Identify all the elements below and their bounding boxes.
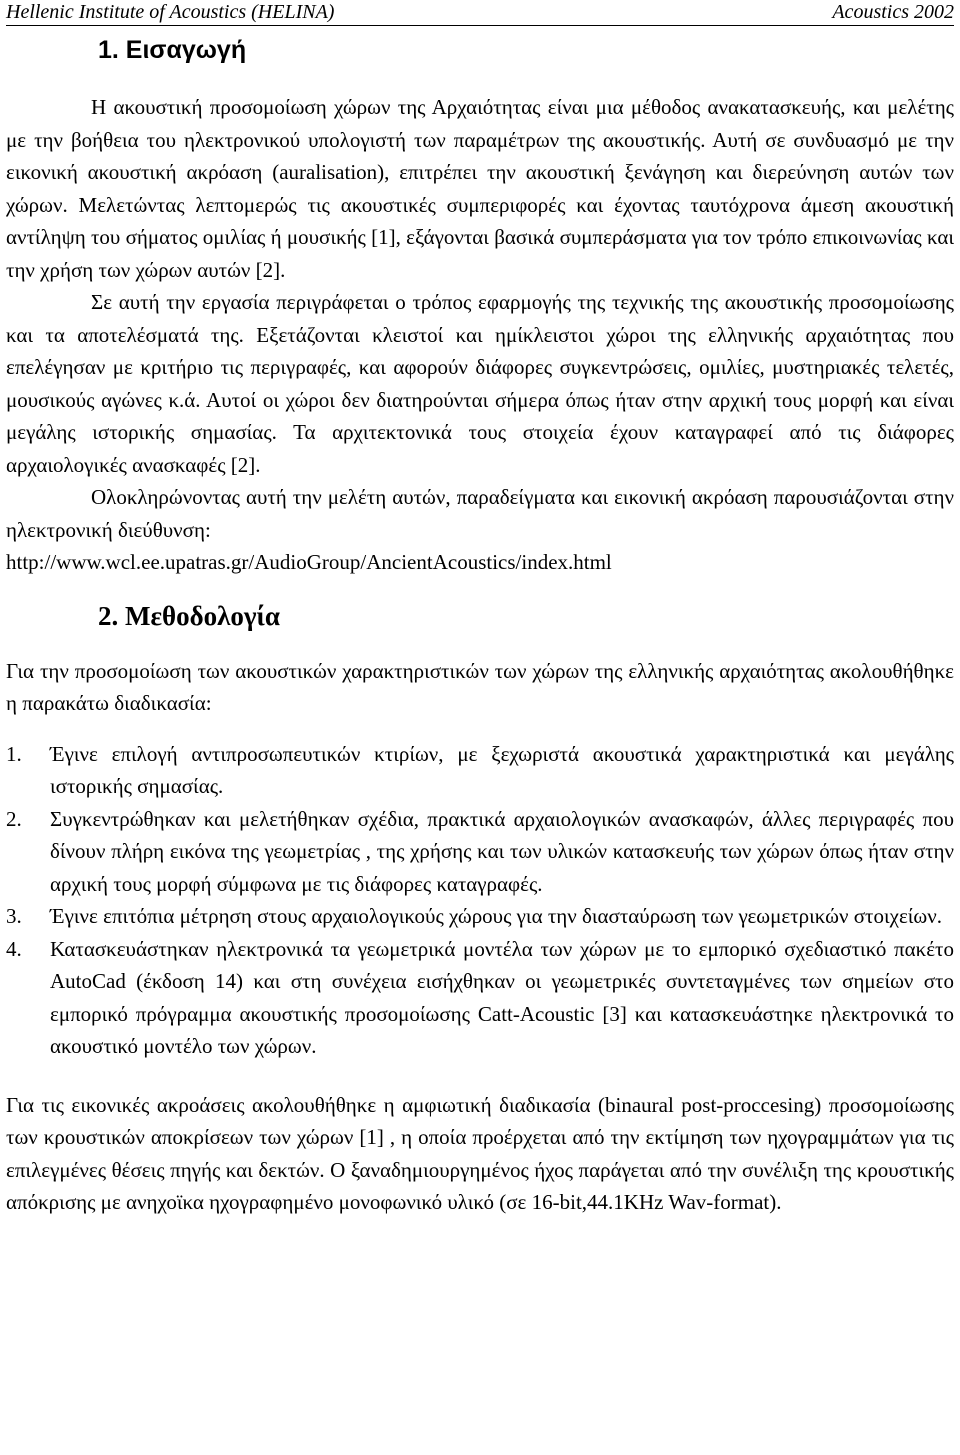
section-1-title: 1. Εισαγωγή: [98, 36, 247, 64]
project-url: http://www.wcl.ee.upatras.gr/AudioGroup/AncientAcoustics/index.html: [6, 550, 612, 574]
list-item-text: Έγινε επιλογή αντιπροσωπευτικών κτιρίων, με ξεχωριστά ακουστικά χαρακτηριστικά και μεγάλης ιστορικής σημασίας.: [50, 741, 954, 798]
list-item: [6, 933, 954, 1063]
list-item-number: 1.: [6, 741, 22, 766]
header-left: Hellenic Institute of Acoustics (HELINA): [6, 1, 335, 23]
list-item-number: 3.: [6, 904, 22, 928]
list-item-text: Έγινε επιτόπια μέτρηση στους αρχαιολογικούς χώρους για την διασταύρωση των γεωμετρικών στοιχείων.: [50, 904, 942, 928]
list-item: [6, 803, 954, 901]
section-1-paragraph-1: Η ακουστική προσομοίωση χώρων της Αρχαιότητας είναι μια μέθοδος ανακατασκευής, και μελέτης με την βοήθεια του ηλεκτρονικού υπολογιστή των παραμέτρων της ακουστικής. Αυτή σε συνδυασμό με την εικονική ακουστική ακρόαση (auralisation), επιτρέπει την ακουστική ξενάγηση και διερεύνηση αυτών των χώρων. Μελετώντας λεπτομερώς τις ακουστικές συμπεριφορές και έχοντας ταυτόχρονα άμεση ακουστική αντίληψη του σήματος ομιλίας ή μουσικής [1], εξάγονται βασικά συμπεράσματα για τον τρόπο επικοινωνίας και την χρήση των χώρων αυτών [2].: [6, 95, 954, 282]
list-item: [6, 738, 954, 803]
section-2-title: 2. Μεθοδολογία: [98, 600, 280, 631]
list-item-number: 4.: [6, 936, 22, 961]
section-2-final-paragraph: Για τις εικονικές ακροάσεις ακολουθήθηκε η αμφιωτική διαδικασία (binaural post-proccesing) προσομοίωσης των κρουστικών αποκρίσεων των χώρων [1] , η οποία προέρχεται από την εκτίμηση των ηχογραμμάτων για τις επιλεγμένες θέσεις πηγής και δεκτών. Ο ξαναδημιουργημένος ήχος παράγεται από την συνέλιξη της κρουστικής απόκρισης με ανηχοϊκα ηχογραφημένο μονοφωνικό υλικό (σε 16-bit,44.1KHz Wav-format).: [6, 1092, 954, 1214]
list-item-text: Συγκεντρώθηκαν και μελετήθηκαν σχέδια, πρακτικά αρχαιολογικών ανασκαφών, άλλες περιγραφές που δίνουν πλήρη εικόνα της γεωμετρίας , της χρήσης και των υλικών κατασκευής των χώρων όπως ήταν στην αρχική τους μορφή σύμφωνα με τις διάφορες καταγραφές.: [50, 806, 954, 896]
list-item-text: Κατασκευάστηκαν ηλεκτρονικά τα γεωμετρικά μοντέλα των χώρων με το εμπορικό σχεδιαστικό πακέτο AutoCad (έκδοση 14) και στη συνέχεια εισήχθηκαν οι γεωμετρικές συντεταγμένες των σημείων στο εμπορικό πρόγραμμα ακουστικής προσομοίωσης Catt-Acoustic [3] και κατασκευάστηκε ηλεκτρονικά το ακουστικό μοντέλο των χώρων.: [50, 936, 954, 1058]
list-item: [6, 900, 954, 933]
header-right: Acoustics 2002: [832, 1, 954, 23]
running-header: [6, 0, 954, 26]
section-1-paragraph-2: Σε αυτή την εργασία περιγράφεται ο τρόπος εφαρμογής της τεχνικής της ακουστικής προσομοίωσης και τα αποτελέσματά της. Εξετάζονται κλειστοί και ημίκλειστοι χώροι της ελληνικής αρχαιότητας που επελέγησαν με κριτήριο τις περιγραφές, και αφορούν διάφορες συγκεντρώσεις, ομιλίες, μυστηριακές τελετές, μουσικούς αγώνες κ.ά. Αυτοί οι χώροι δεν διατηρούνται σήμερα όπως ήταν στην αρχική τους μορφή και είναι μεγάλης ιστορικής σημασίας. Τα αρχιτεκτονικά τους στοιχεία έχουν καταγραφεί από τις διάφορες αρχαιολογικές ανασκαφές [2].: [6, 290, 954, 477]
procedure-list: [6, 738, 954, 1063]
section-1-paragraph-3: Ολοκληρώνοντας αυτή την μελέτη αυτών, παραδείγματα και εικονική ακρόαση παρουσιάζονται στην ηλεκτρονική διεύθυνση:: [6, 485, 954, 542]
list-item-number: 2.: [6, 806, 22, 831]
section-2-intro: Για την προσομοίωση των ακουστικών χαρακτηριστικών των χώρων της ελληνικής αρχαιότητας ακολουθήθηκε η παρακάτω διαδικασία:: [6, 658, 954, 715]
